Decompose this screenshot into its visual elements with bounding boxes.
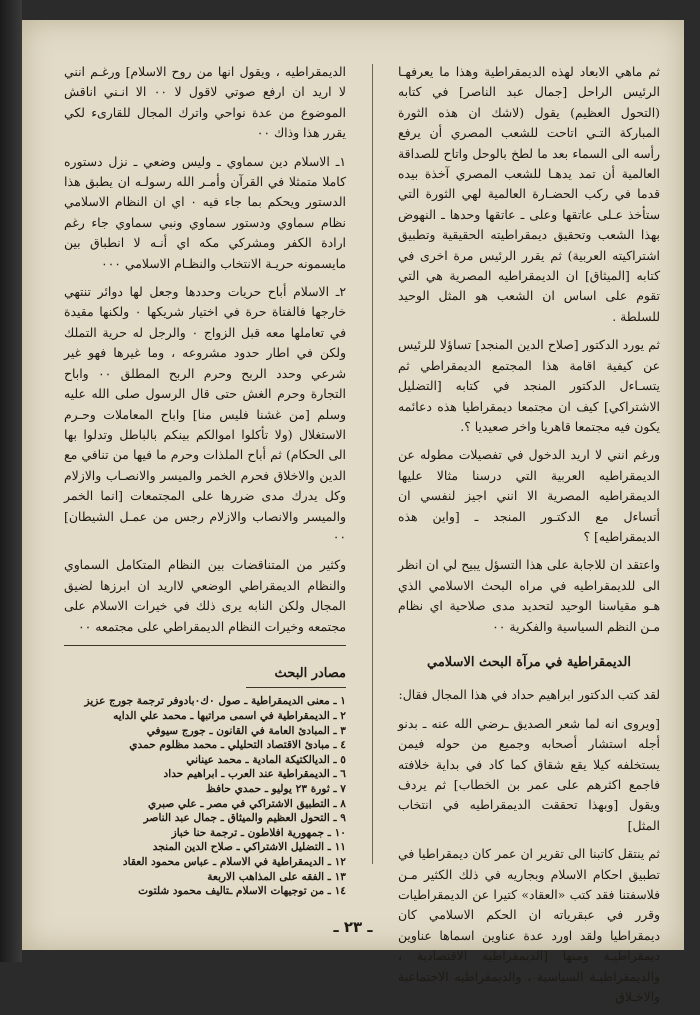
magazine-page (22, 20, 684, 1005)
references-rule (64, 645, 346, 646)
paragraph: ورغم انني لا اريد الدخول في تفصيلات مطوله عن الديمقراطيه العربية التي درسنا مثالا عليها الديمقراطيه المصرية الا انني اجيز لنفسي ان أتساءل مع الدكتـور المنجد ـ [واين هذه الديمقراطيه] ؟ (398, 447, 660, 544)
paragraph: ١ـ الاسلام دين سماوي ـ وليس وضعي ـ نزل دستوره كاملا متمثلا في القرآن وأمـر الله رسولـه ان يطبق هذا الدستور ويحكم بما جاء فيه ٠ اي ان النظام الاسلامي نظام سماوي ودستور سماوي ونبي سماوي جاء رغم ارادة الكفر ومشركي مكه اي أنـه لا انطباق بين مايسمونه حريـة الانتخاب والنظـام الاسلامي ٠٠٠ (64, 153, 346, 271)
binding-edge (0, 0, 22, 962)
reference-item: ٥ ـ الديالكتيكة المادية ـ محمد عيناني (186, 753, 346, 766)
paragraph: وكثير من المتناقضات بين النظام المتكامل السماوي والنظام الديمقراطي الوضعي لااريد ان ابرزها لضيق المجال ولكن النابه يرى ذلك في خيرات الاسلام على مجتمعه وخيرات النظام الديمقراطي على مجتمعه ٠٠ (64, 557, 346, 634)
left-column (64, 62, 346, 899)
quote-paragraph: [ويروى انه لما شعر الصديق ـرضي الله عنه ـ بدنو أجله استشار أصحابه وجميع من حوله فيمن يستخلفه كيلا يقع شقاق كما كاد في بداية خلافته فاجمع اكثرهم على عمر بن الخطاب] ثم يردف ويقول [وبهذا تحققت الديمقراطيه في انتخاب المثل] (398, 715, 660, 833)
paragraph: ٢ـ الاسلام أباح حريات وحددها وجعل لها دوائر تنتهي خارجها فالفتاة حرة في اختيار شريكها ٠ ولكنها مقيدة في تعاملها معه قبل الزواج ٠ والرجل له حرية التملك ولكن في اطار حدود مشروعه ، وما غيرها فهو غير شرعي وحدد الربح وحرم الربح المطلق ٠٠ واباح التجارة وحرم الغش حتى قال الرسول صلى الله عليه وسلم [من غشنا فليس منا] واباح المعاملات وحـرم الاستغلال (ولا تأكلوا اموالكم بينكم بالباطل وتدلوا بها الى الحكام) ثم أباح الملذات وحرم ما فيها من تنافي مع الدين والاخلاق فحرم الخمر والميسر والانصـاب والازلام وكل يدرك مدى ضررها على المجتمعات [انما الخمر والميسر والانصاب والازلام رجس من عمـل الشيطان] ٠٠ (64, 284, 346, 544)
reference-item: ٩ ـ التحول العظيم والميثاق ـ جمال عبد الناصر (143, 812, 346, 825)
reference-item: ١٢ ـ الديمقراطية في الاسلام ـ عباس محمود العقاد (122, 855, 346, 868)
paragraph: واعتقد ان للاجابة على هذا التسؤل يبيح لي ان انظر الى للديمقراطيه في مراه البحث الاسلامي الذي هـو مقياسنا الوحيد لتحديد مدى صلاحية اي نظام مـن النظم السياسية والفكرية ٠٠ (398, 557, 660, 634)
reference-item: ١ ـ معنى الديمقراطية ـ صول ٠ك٠بادوفر ترجمة جورج عزيز (84, 695, 346, 708)
right-column (398, 62, 660, 1015)
reference-item: ٦ ـ الديمقراطية عند العرب ـ ابراهيم حداد (163, 768, 346, 781)
reference-item: ١٤ ـ من توجيهات الاسلام ـتاليف محمود شلتوت (138, 885, 346, 898)
column-divider (372, 64, 373, 864)
reference-item: ١٠ ـ جمهورية افلاطون ـ ترجمة حنا خباز (171, 826, 346, 839)
section-heading: الديمقراطية في مرآة البحث الاسلامي (427, 654, 631, 670)
paragraph: ثم ينتقل كاتبنا الى تقرير ان عمر كان ديمقراطيا في تطبيق احكام الاسلام وبجاريه في ذلك الكثير مـن فلاسفتنا فقد كتب «العقاد» كتيرا عن الديمقراطيات وقرر في عبقرياته ان الحكم الاسلامي كان ديمقراطيا ولقد اورد عدة عناوين اسماها عناوين ديمقراطيـة ومنها [الديمقراطية الاقتصادية ، والديمقراطيـة السياسية ، والديمقراطيه الاجتماعية والاخـلاق (398, 846, 660, 1005)
paragraph: ثم ماهي الابعاد لهذه الديمقراطية وهذا ما يعرفهـا الرئيس الراحل [جمال عبد الناصر] في كتابه (التحول العظيم) يقول (لاشك ان هذه الثورة المباركة التـي اتاحت للشعب المصري أن يرفع رأسه الى السماء بعد ما لطخ بالوحل واتاح للصداقة العالمية أن تمد يدهـا للشعب المصري آخذة بيده قدما في ركب الحضـارة العالمية لهي الثورة التي ستأخذ عـلى عاتقها وعلى ـ عاتقها وحدها ـ النهوض بهذا الشعب وتحقيق ديمقراطيته الحقيقية وتطبيق اشتراكيته العربية) ثم يقرر الرئيس مرة اخرى في كتابه [الميثاق] ان الديمقراطيه المصرية هي التي تقوم على اساس ان الشعب هو المثل الوحيد للسلطة . (398, 64, 660, 324)
paragraph: الديمقراطيه ، ويقول انها من روح الاسلام] ورغـم انني لا اريد ان ارفع صوتي لاقول لا ٠٠ الا انـني اناقش الموضوع من عدة نواحي واترك المجال للقارىء لكي يقرر هذا وذاك ٠٠ (64, 64, 346, 141)
paragraph: ثم يورد الدكتور [صلاح الدين المنجد] تساؤلا للرئيس عن كيفية اقامة هذا المجتمع الديمقراطي ثم يتسـاءل الدكتور المنجد في كتابه [التضليل الاشتراكي] كيف ان مجتمعا ديمقراطيا هذه دعائمه يكون فيه مجتمعا قاهريا واخر صعيديا ؟. (398, 337, 660, 434)
reference-item: ٧ ـ ثورة ٢٣ يوليو ـ حمدي حافظ (206, 782, 346, 795)
reference-item: ٤ ـ مبادئ الاقتصاد التحليلي ـ محمد مظلوم حمدي (129, 739, 346, 752)
reference-item: ١١ ـ التضليل الاشتراكي ـ صلاح الدين المنجد (152, 841, 346, 854)
reference-item: ٢ ـ الديمقراطية في اسمى مراتبها ـ محمد علي الدايه (113, 709, 346, 722)
reference-item: ٣ ـ المبادئ العامة في القانون ـ جورج سيوفي (146, 724, 346, 737)
references-title: مصادر البحث (246, 664, 346, 688)
page-number: ـ ٢٣ ـ (333, 918, 373, 936)
paragraph: لقد كتب الدكتور ابراهيم حداد في هذا المجال فقال: (398, 687, 660, 703)
reference-item: ٨ ـ التطبيق الاشتراكي في مصر ـ علي صبري (147, 797, 346, 810)
references-list (64, 694, 346, 898)
reference-item: ١٣ ـ الفقه على المذاهب الاربعة (207, 870, 346, 883)
